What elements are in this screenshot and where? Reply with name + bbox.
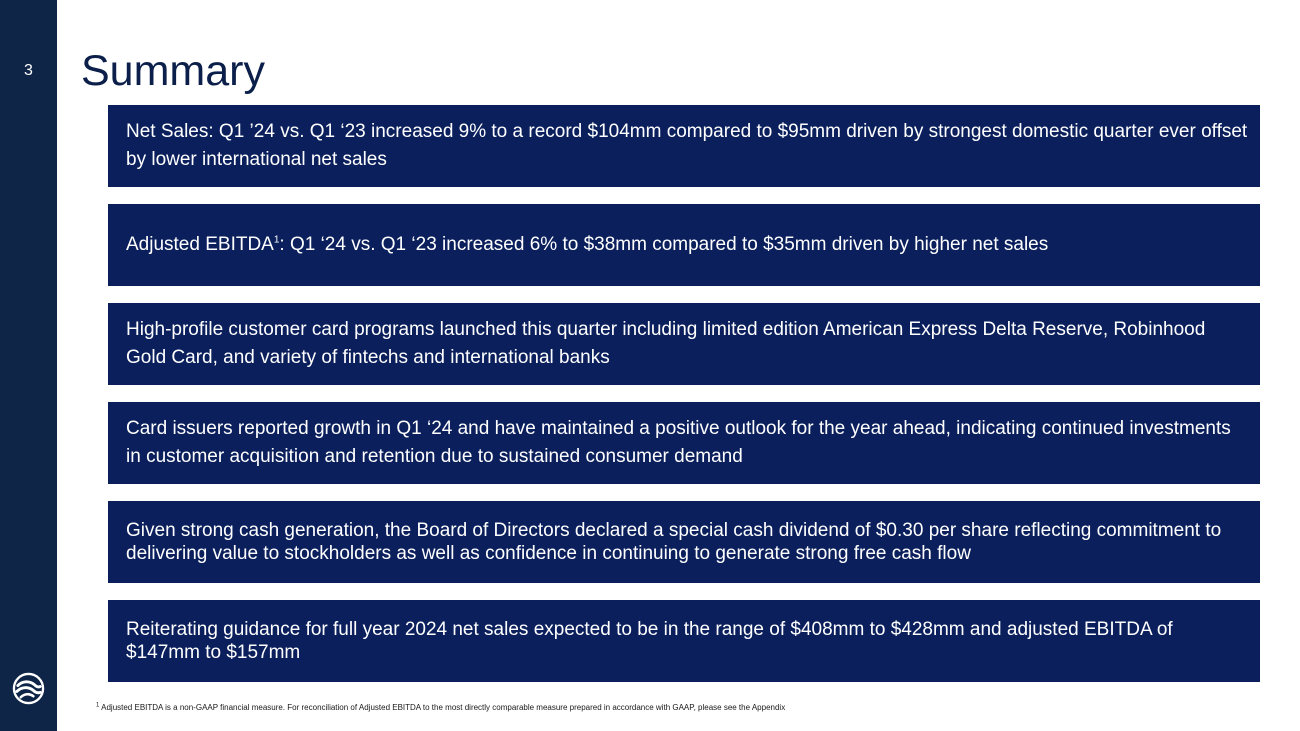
net-sales-text: Net Sales: Q1 ’24 vs. Q1 ‘23 increased 9% to a record $104mm compared to $95mm driven by strongest domestic quarter ever offset by lower international net sales [126,121,1248,170]
footnote-marker: 1 [96,702,100,709]
footnote-marker: 1 [273,234,280,246]
card-issuers-text: Card issuers reported growth in Q1 ‘24 and have maintained a positive outlook for the year ahead, indicating continued investments in customer acquisition and retention due to sustained consumer demand [126,418,1231,467]
footnote-text: Adjusted EBITDA is a non-GAAP financial measure. For reconciliation of Adjusted EBITDA to the most directly comparable measure prepared in accordance with GAAP, please see the Appendix [99,703,786,712]
summary-box-dividend [108,501,1260,583]
company-logo-icon [12,672,45,705]
summary-box-adjusted-ebitda [108,204,1260,286]
adjusted-ebitda-body: : Q1 ‘24 vs. Q1 ‘23 increased 6% to $38mm compared to $35mm driven by higher net sales [279,234,1049,255]
footnote [96,703,785,712]
sidebar [0,0,57,731]
summary-box-card-programs [108,303,1260,385]
adjusted-ebitda-label: Adjusted EBITDA [126,234,274,255]
summary-box-net-sales [108,105,1260,187]
card-programs-text: High-profile customer card programs launched this quarter including limited edition American Express Delta Reserve, Robinhood Gold Card, and variety of fintechs and international banks [126,319,1206,368]
guidance-text: Reiterating guidance for full year 2024 net sales expected to be in the range of $408mm to $428mm and adjusted EBITDA of $147mm to $157mm [126,619,1173,663]
page-number: 3 [24,62,33,79]
page-title: Summary [81,47,265,95]
summary-box-card-issuers [108,402,1260,484]
dividend-text: Given strong cash generation, the Board of Directors declared a special cash dividend of $0.30 per share reflecting commitment to delivering value to stockholders as well as confidence in continuing to generate strong free cash flow [126,520,1222,564]
summary-box-guidance [108,600,1260,682]
adjusted-ebitda-text [126,231,1048,259]
